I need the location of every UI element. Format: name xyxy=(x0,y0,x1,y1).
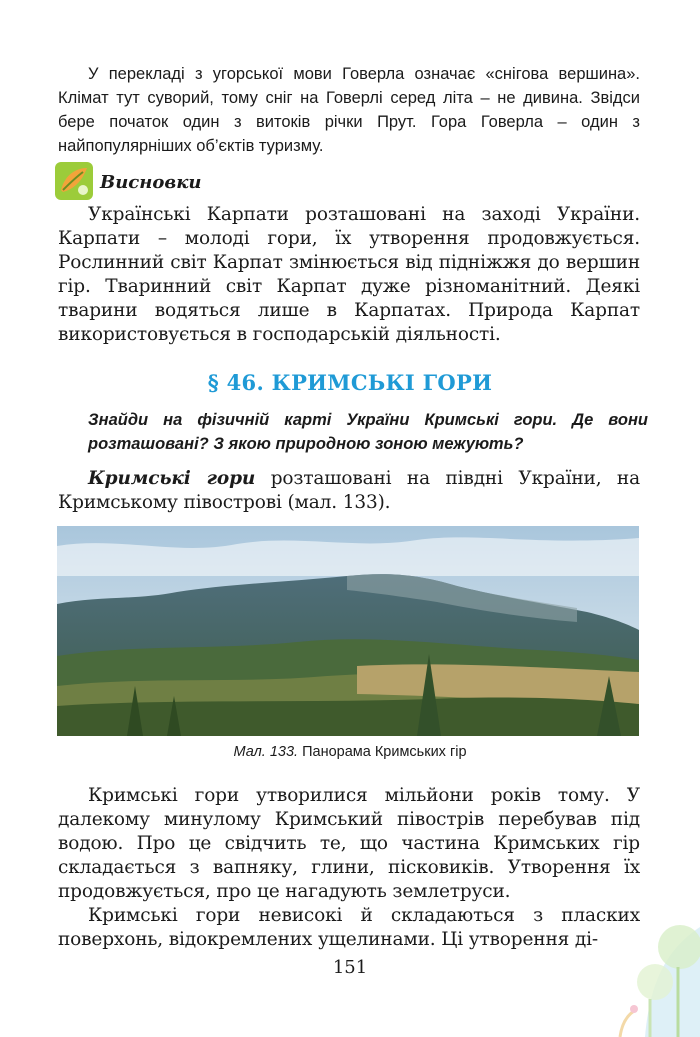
body-paragraph-1: Кримські гори утворилися мільйони років тому. У далекому минулому Кримський півострів перебував під водою. Про це свідчить те, що частина Кримських гір складається з вапняку, глини, пісковиків. Утворення їх продовжується, про це нагадують землетруси. xyxy=(58,785,640,902)
figure-number: Мал. 133. xyxy=(233,744,299,760)
body-paragraph-2: Кримські гори невисокі й складаються з пласких поверхонь, відокремлених ущелинами. Ці утворення ді- xyxy=(58,905,640,950)
crimean-mountains-photo xyxy=(57,526,639,736)
page-number: 151 xyxy=(332,957,368,978)
conclusions-heading: Висновки xyxy=(100,172,202,193)
lead-paragraph xyxy=(58,467,640,515)
conclusions-text: Українські Карпати розташовані на заході України. Карпати – молоді гори, їх утворення продовжується. Рослинний світ Карпат змінюється від підніжжя до вершин гір. Тваринний світ Карпат дуже різноманітний. Деякі тварини водяться лише в Карпатах. Природа Карпат використовується в господарській діяльності. xyxy=(58,204,640,345)
plant-decoration-icon xyxy=(550,887,700,1037)
figure-caption xyxy=(0,744,700,760)
task-question: Знайди на фізичній карті України Кримські гори. Де вони розташовані? З якою природною зоною межують? xyxy=(88,411,648,453)
lead-term: Кримські гори xyxy=(88,468,256,489)
figure-caption-text: Панорама Кримських гір xyxy=(298,744,467,760)
lead-rest: розташовані на півдні України, на Кримському півострові (мал. 133). xyxy=(58,468,640,513)
section-title: § 46. КРИМСЬКІ ГОРИ xyxy=(207,370,493,395)
intro-paragraph: У перекладі з угорської мови Говерла означає «снігова вершина». Клімат тут суворий, тому сніг на Говерлі серед літа – не дивина. Звідси бере початок один з витоків річки Прут. Гора Говерла – один з найпопулярніших об’єктів туризму. xyxy=(58,65,640,155)
leaf-icon xyxy=(53,160,95,202)
